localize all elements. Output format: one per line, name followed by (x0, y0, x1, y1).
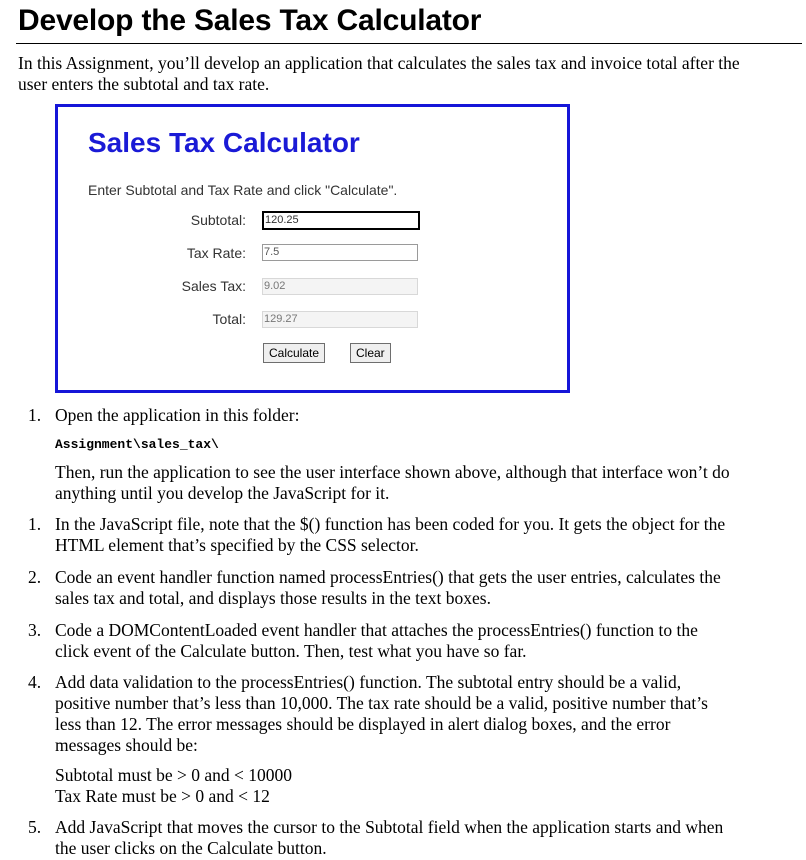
app-instructions: Enter Subtotal and Tax Rate and click "Calculate". (88, 182, 398, 198)
total-output: 129.27 (262, 311, 418, 328)
sales-tax-calculator-figure (55, 104, 570, 393)
step-continuation: Then, run the application to see the user interface shown above, although that interface won’t do anything until you develop the JavaScript for it. (55, 462, 730, 503)
sales-tax-output: 9.02 (262, 278, 418, 295)
step-text: Add data validation to the processEntries() function. The subtotal entry should be a valid, positive number that’s less than 10,000. The tax rate should be a valid, positive number that’s less than 12. The error messages should be displayed in alert dialog boxes, and the error messages should be: (55, 672, 708, 755)
folder-path: Assignment\sales_tax\ (55, 437, 219, 452)
clear-button[interactable]: Clear (350, 343, 391, 363)
intro-paragraph: In this Assignment, you’ll develop an application that calculates the sales tax and invoice total after the user enters the subtotal and tax rate. (18, 53, 740, 94)
error-message-tax-rate: Tax Rate must be > 0 and < 12 (55, 786, 270, 806)
total-label: Total: (212, 311, 246, 327)
tax-rate-input[interactable]: 7.5 (262, 244, 418, 261)
document-title: Develop the Sales Tax Calculator (18, 4, 482, 37)
sales-tax-label: Sales Tax: (181, 278, 246, 294)
step-number: 4. (28, 672, 42, 692)
step-text: Code a DOMContentLoaded event handler that attaches the processEntries() function to the click event of the Calculate button. Then, test what you have so far. (55, 620, 698, 661)
step-number: 1. (28, 405, 42, 425)
step-number: 1. (28, 514, 42, 534)
subtotal-input[interactable]: 120.25 (262, 211, 420, 230)
step-text: Code an event handler function named processEntries() that gets the user entries, calculates the sales tax and total, and displays those results in the text boxes. (55, 567, 721, 608)
calculate-button[interactable]: Calculate (263, 343, 325, 363)
step-text: In the JavaScript file, note that the $() function has been coded for you. It gets the object for the HTML element that’s specified by the CSS selector. (55, 514, 726, 555)
step-number: 5. (28, 817, 42, 837)
step-number: 2. (28, 567, 42, 587)
step-text: Add JavaScript that moves the cursor to the Subtotal field when the application starts and when the user clicks on the Calculate button. (55, 817, 724, 858)
title-divider (16, 43, 802, 44)
subtotal-label: Subtotal: (190, 212, 246, 228)
tax-rate-label: Tax Rate: (186, 245, 246, 261)
app-heading: Sales Tax Calculator (88, 127, 360, 158)
step-text: Open the application in this folder: (55, 405, 300, 425)
error-message-subtotal: Subtotal must be > 0 and < 10000 (55, 765, 293, 785)
step-number: 3. (28, 620, 42, 640)
